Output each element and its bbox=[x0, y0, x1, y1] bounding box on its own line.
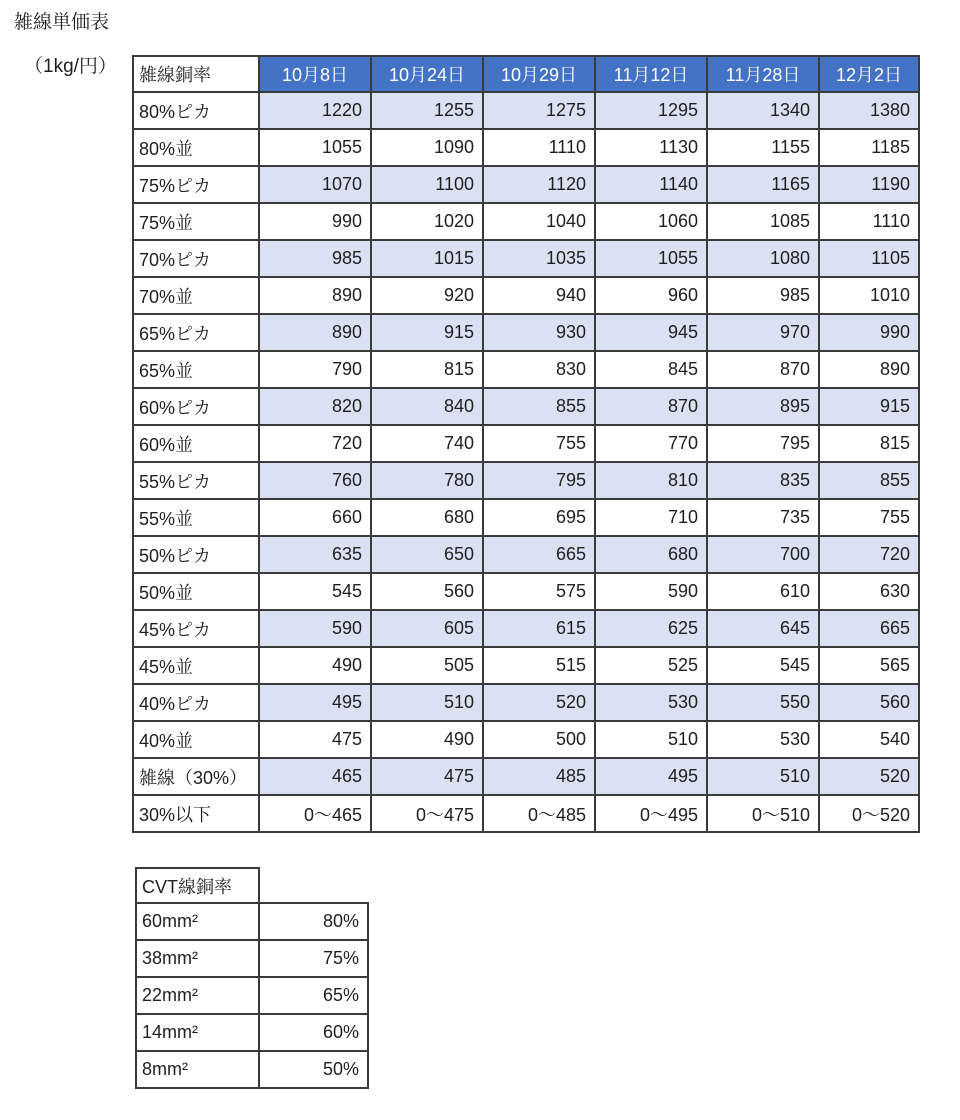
price-table-body bbox=[133, 92, 919, 832]
price-cell: 1055 bbox=[595, 240, 707, 277]
date-header: 12月2日 bbox=[819, 56, 919, 92]
price-cell: 1035 bbox=[483, 240, 595, 277]
price-cell: 985 bbox=[259, 240, 371, 277]
price-cell: 510 bbox=[595, 721, 707, 758]
price-cell: 700 bbox=[707, 536, 819, 573]
price-cell: 1110 bbox=[819, 203, 919, 240]
price-cell: 495 bbox=[595, 758, 707, 795]
price-cell: 760 bbox=[259, 462, 371, 499]
price-cell: 515 bbox=[483, 647, 595, 684]
price-cell: 930 bbox=[483, 314, 595, 351]
price-cell: 915 bbox=[371, 314, 483, 351]
price-cell: 510 bbox=[371, 684, 483, 721]
price-cell: 530 bbox=[595, 684, 707, 721]
price-cell: 710 bbox=[595, 499, 707, 536]
table-row bbox=[133, 758, 919, 795]
unit-label: （1kg/円） bbox=[24, 56, 117, 77]
date-header: 10月8日 bbox=[259, 56, 371, 92]
price-cell: 625 bbox=[595, 610, 707, 647]
price-cell: 985 bbox=[707, 277, 819, 314]
copper-rate-corner-header: 雑線銅率 bbox=[133, 56, 259, 92]
table-row bbox=[133, 573, 919, 610]
price-cell: 815 bbox=[819, 425, 919, 462]
price-cell: 830 bbox=[483, 351, 595, 388]
cvt-table-row bbox=[136, 903, 368, 940]
table-row bbox=[133, 314, 919, 351]
price-cell: 1080 bbox=[707, 240, 819, 277]
table-row bbox=[133, 462, 919, 499]
price-cell: 1040 bbox=[483, 203, 595, 240]
price-cell: 560 bbox=[819, 684, 919, 721]
price-cell: 660 bbox=[259, 499, 371, 536]
price-cell: 1185 bbox=[819, 129, 919, 166]
price-cell: 1055 bbox=[259, 129, 371, 166]
table-row bbox=[133, 240, 919, 277]
table-row bbox=[133, 92, 919, 129]
price-cell: 530 bbox=[707, 721, 819, 758]
price-cell: 1165 bbox=[707, 166, 819, 203]
price-cell: 650 bbox=[371, 536, 483, 573]
price-cell: 815 bbox=[371, 351, 483, 388]
price-cell: 0～510 bbox=[707, 795, 819, 832]
row-label: 45%並 bbox=[133, 647, 259, 684]
date-header: 10月29日 bbox=[483, 56, 595, 92]
row-label: 80%ピカ bbox=[133, 92, 259, 129]
row-label: 70%並 bbox=[133, 277, 259, 314]
price-cell: 1020 bbox=[371, 203, 483, 240]
table-row bbox=[133, 684, 919, 721]
table-row bbox=[133, 277, 919, 314]
row-label: 40%並 bbox=[133, 721, 259, 758]
cvt-copper-rate-table bbox=[135, 867, 369, 1089]
cvt-table-row bbox=[136, 940, 368, 977]
price-cell: 610 bbox=[707, 573, 819, 610]
price-cell: 680 bbox=[371, 499, 483, 536]
date-header: 10月24日 bbox=[371, 56, 483, 92]
row-label: 55%並 bbox=[133, 499, 259, 536]
cvt-rate-value: 80% bbox=[259, 903, 368, 940]
row-label: 45%ピカ bbox=[133, 610, 259, 647]
price-cell: 1340 bbox=[707, 92, 819, 129]
price-cell: 780 bbox=[371, 462, 483, 499]
price-cell: 505 bbox=[371, 647, 483, 684]
price-cell: 1105 bbox=[819, 240, 919, 277]
table-row bbox=[133, 536, 919, 573]
price-cell: 560 bbox=[371, 573, 483, 610]
price-cell: 0～520 bbox=[819, 795, 919, 832]
price-cell: 795 bbox=[483, 462, 595, 499]
table-row bbox=[133, 721, 919, 758]
date-header: 11月12日 bbox=[595, 56, 707, 92]
table-row bbox=[133, 647, 919, 684]
price-cell: 490 bbox=[259, 647, 371, 684]
table-row bbox=[133, 203, 919, 240]
cvt-rate-value: 60% bbox=[259, 1014, 368, 1051]
price-cell: 915 bbox=[819, 388, 919, 425]
price-cell: 1380 bbox=[819, 92, 919, 129]
price-cell: 550 bbox=[707, 684, 819, 721]
price-cell: 870 bbox=[707, 351, 819, 388]
price-cell: 545 bbox=[259, 573, 371, 610]
cvt-rate-value: 50% bbox=[259, 1051, 368, 1088]
price-cell: 1100 bbox=[371, 166, 483, 203]
price-cell: 960 bbox=[595, 277, 707, 314]
price-cell: 770 bbox=[595, 425, 707, 462]
price-cell: 575 bbox=[483, 573, 595, 610]
wire-price-table bbox=[132, 55, 920, 833]
price-cell: 755 bbox=[483, 425, 595, 462]
price-cell: 1015 bbox=[371, 240, 483, 277]
price-cell: 855 bbox=[819, 462, 919, 499]
row-label: 30%以下 bbox=[133, 795, 259, 832]
price-cell: 495 bbox=[259, 684, 371, 721]
price-cell: 1010 bbox=[819, 277, 919, 314]
price-cell: 1090 bbox=[371, 129, 483, 166]
price-cell: 990 bbox=[259, 203, 371, 240]
price-cell: 0～465 bbox=[259, 795, 371, 832]
price-cell: 1130 bbox=[595, 129, 707, 166]
price-cell: 820 bbox=[259, 388, 371, 425]
price-cell: 790 bbox=[259, 351, 371, 388]
price-cell: 1220 bbox=[259, 92, 371, 129]
row-label: 50%並 bbox=[133, 573, 259, 610]
price-cell: 490 bbox=[371, 721, 483, 758]
price-cell: 665 bbox=[483, 536, 595, 573]
price-cell: 520 bbox=[819, 758, 919, 795]
price-cell: 545 bbox=[707, 647, 819, 684]
price-cell: 0～475 bbox=[371, 795, 483, 832]
price-cell: 1255 bbox=[371, 92, 483, 129]
price-cell: 1155 bbox=[707, 129, 819, 166]
row-label: 65%並 bbox=[133, 351, 259, 388]
row-label: 60%ピカ bbox=[133, 388, 259, 425]
price-cell: 0～485 bbox=[483, 795, 595, 832]
row-label: 50%ピカ bbox=[133, 536, 259, 573]
row-label: 60%並 bbox=[133, 425, 259, 462]
price-cell: 0～495 bbox=[595, 795, 707, 832]
price-cell: 740 bbox=[371, 425, 483, 462]
price-cell: 890 bbox=[819, 351, 919, 388]
price-cell: 1070 bbox=[259, 166, 371, 203]
price-cell: 1110 bbox=[483, 129, 595, 166]
price-cell: 890 bbox=[259, 314, 371, 351]
price-cell: 510 bbox=[707, 758, 819, 795]
price-cell: 855 bbox=[483, 388, 595, 425]
price-cell: 485 bbox=[483, 758, 595, 795]
price-cell: 895 bbox=[707, 388, 819, 425]
page-title: 雑線単価表 bbox=[14, 12, 110, 33]
price-cell: 540 bbox=[819, 721, 919, 758]
cvt-table-row bbox=[136, 1051, 368, 1088]
row-label: 75%並 bbox=[133, 203, 259, 240]
price-cell: 630 bbox=[819, 573, 919, 610]
price-cell: 870 bbox=[595, 388, 707, 425]
price-cell: 795 bbox=[707, 425, 819, 462]
price-cell: 615 bbox=[483, 610, 595, 647]
price-cell: 665 bbox=[819, 610, 919, 647]
cvt-rate-value: 75% bbox=[259, 940, 368, 977]
price-cell: 920 bbox=[371, 277, 483, 314]
price-cell: 645 bbox=[707, 610, 819, 647]
cvt-header: CVT線銅率 bbox=[136, 868, 259, 903]
table-row bbox=[133, 795, 919, 832]
table-row bbox=[133, 610, 919, 647]
row-label: 65%ピカ bbox=[133, 314, 259, 351]
cvt-size-label: 38mm² bbox=[136, 940, 259, 977]
row-label: 70%ピカ bbox=[133, 240, 259, 277]
price-cell: 520 bbox=[483, 684, 595, 721]
price-table-header-row bbox=[133, 56, 919, 92]
price-cell: 635 bbox=[259, 536, 371, 573]
table-row bbox=[133, 425, 919, 462]
price-cell: 810 bbox=[595, 462, 707, 499]
cvt-header-spacer bbox=[259, 868, 368, 903]
table-row bbox=[133, 388, 919, 425]
row-label: 40%ピカ bbox=[133, 684, 259, 721]
row-label: 75%ピカ bbox=[133, 166, 259, 203]
price-cell: 945 bbox=[595, 314, 707, 351]
price-cell: 1190 bbox=[819, 166, 919, 203]
price-cell: 990 bbox=[819, 314, 919, 351]
cvt-table-row bbox=[136, 977, 368, 1014]
cvt-table-body bbox=[136, 903, 368, 1088]
price-cell: 565 bbox=[819, 647, 919, 684]
date-header: 11月28日 bbox=[707, 56, 819, 92]
price-cell: 735 bbox=[707, 499, 819, 536]
price-cell: 720 bbox=[259, 425, 371, 462]
table-row bbox=[133, 166, 919, 203]
price-cell: 475 bbox=[371, 758, 483, 795]
table-row bbox=[133, 351, 919, 388]
row-label: 55%ピカ bbox=[133, 462, 259, 499]
price-cell: 890 bbox=[259, 277, 371, 314]
price-cell: 1085 bbox=[707, 203, 819, 240]
price-cell: 755 bbox=[819, 499, 919, 536]
cvt-size-label: 14mm² bbox=[136, 1014, 259, 1051]
price-cell: 475 bbox=[259, 721, 371, 758]
price-cell: 590 bbox=[595, 573, 707, 610]
table-row bbox=[133, 499, 919, 536]
cvt-size-label: 22mm² bbox=[136, 977, 259, 1014]
row-label: 80%並 bbox=[133, 129, 259, 166]
cvt-size-label: 60mm² bbox=[136, 903, 259, 940]
row-label: 雑線（30%） bbox=[133, 758, 259, 795]
cvt-rate-value: 65% bbox=[259, 977, 368, 1014]
price-cell: 835 bbox=[707, 462, 819, 499]
price-cell: 1120 bbox=[483, 166, 595, 203]
price-cell: 680 bbox=[595, 536, 707, 573]
price-cell: 1275 bbox=[483, 92, 595, 129]
table-row bbox=[133, 129, 919, 166]
price-cell: 605 bbox=[371, 610, 483, 647]
price-cell: 845 bbox=[595, 351, 707, 388]
price-cell: 695 bbox=[483, 499, 595, 536]
price-cell: 525 bbox=[595, 647, 707, 684]
price-cell: 720 bbox=[819, 536, 919, 573]
price-cell: 1140 bbox=[595, 166, 707, 203]
cvt-size-label: 8mm² bbox=[136, 1051, 259, 1088]
cvt-table-row bbox=[136, 1014, 368, 1051]
price-cell: 970 bbox=[707, 314, 819, 351]
price-cell: 840 bbox=[371, 388, 483, 425]
price-cell: 1060 bbox=[595, 203, 707, 240]
price-cell: 940 bbox=[483, 277, 595, 314]
cvt-table-header-row bbox=[136, 868, 368, 903]
price-cell: 590 bbox=[259, 610, 371, 647]
price-cell: 465 bbox=[259, 758, 371, 795]
price-cell: 1295 bbox=[595, 92, 707, 129]
price-cell: 500 bbox=[483, 721, 595, 758]
